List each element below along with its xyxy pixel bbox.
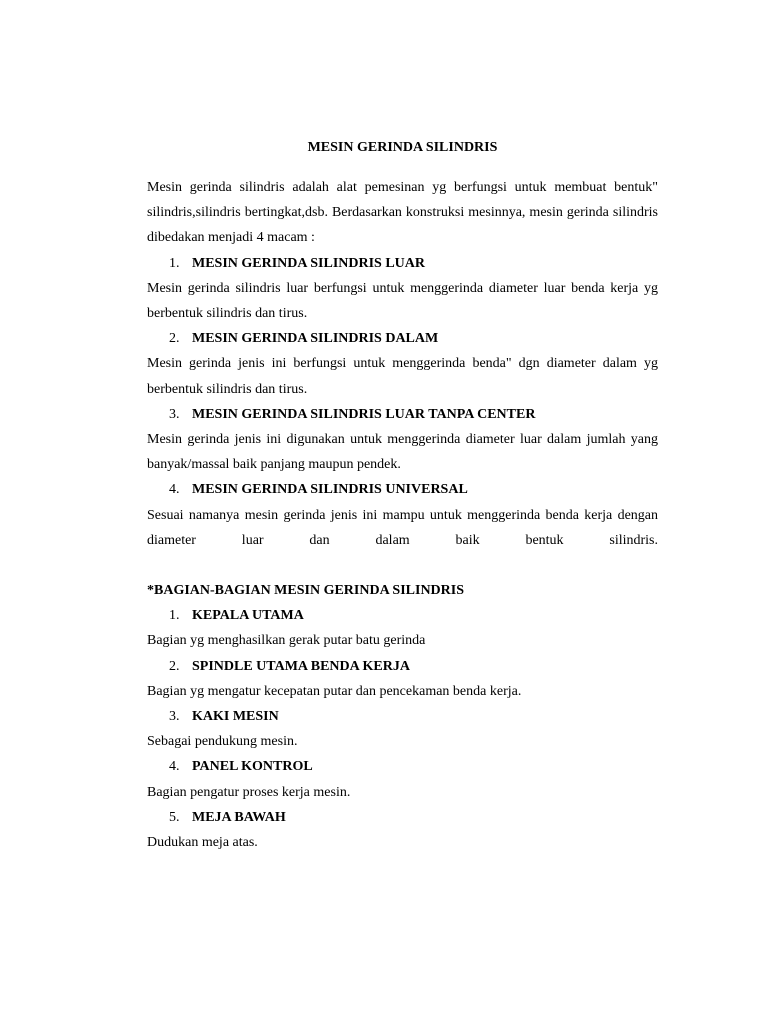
- list-number: 1.: [169, 608, 180, 624]
- part-heading-text: SPINDLE UTAMA BENDA KERJA: [192, 658, 410, 674]
- part-description-2: Bagian yg mengatur kecepatan putar dan pencekaman benda kerja.: [147, 683, 522, 699]
- type-description-1: Mesin gerinda silindris luar berfungsi untuk menggerinda diameter luar benda kerja yg berbentuk silindris dan tirus.: [147, 280, 658, 322]
- type-heading-1: [147, 251, 658, 276]
- list-number: 3.: [169, 709, 180, 725]
- list-number: 2.: [169, 331, 180, 347]
- part-heading-4: [147, 754, 658, 779]
- type-heading-2: [147, 326, 658, 351]
- section-spacer: [147, 553, 658, 578]
- type-description-4: Sesuai namanya mesin gerinda jenis ini mampu untuk menggerinda benda kerja dengan diameter luar dan dalam baik bentuk silindris.: [147, 507, 658, 548]
- part-description-3: Sebagai pendukung mesin.: [147, 734, 298, 750]
- part-heading-2: [147, 654, 658, 679]
- document-content: [147, 135, 658, 855]
- type-heading-text: MESIN GERINDA SILINDRIS LUAR TANPA CENTER: [192, 406, 536, 422]
- type-heading-3: [147, 402, 658, 427]
- list-number: 3.: [169, 406, 180, 422]
- intro-paragraph: Mesin gerinda silindris adalah alat pemesinan yg berfungsi untuk membuat bentuk" silindris,silindris bertingkat,dsb. Berdasarkan konstruksi mesinnya, mesin gerinda silindris dibedakan menjadi 4 macam :: [147, 180, 658, 246]
- document-title: MESIN GERINDA SILINDRIS: [307, 140, 498, 155]
- part-description-5: Dudukan meja atas.: [147, 835, 258, 851]
- part-heading-text: PANEL KONTROL: [192, 759, 313, 775]
- part-heading-3: [147, 704, 658, 729]
- part-description-1: Bagian yg menghasilkan gerak putar batu gerinda: [147, 633, 426, 649]
- type-description-3: Mesin gerinda jenis ini digunakan untuk menggerinda diameter luar dalam jumlah yang banyak/massal baik panjang maupun pendek.: [147, 432, 658, 473]
- part-heading-text: KEPALA UTAMA: [192, 608, 304, 624]
- parts-section-heading: *BAGIAN-BAGIAN MESIN GERINDA SILINDRIS: [147, 583, 465, 599]
- type-heading-text: MESIN GERINDA SILINDRIS UNIVERSAL: [192, 482, 468, 498]
- list-number: 4.: [169, 759, 180, 775]
- list-number: 2.: [169, 658, 180, 674]
- type-description-2: Mesin gerinda jenis ini berfungsi untuk menggerinda benda" dgn diameter dalam yg berbentuk silindris dan tirus.: [147, 356, 658, 397]
- part-heading-text: KAKI MESIN: [192, 709, 279, 725]
- type-heading-text: MESIN GERINDA SILINDRIS DALAM: [192, 331, 439, 347]
- type-heading-text: MESIN GERINDA SILINDRIS LUAR: [192, 255, 425, 271]
- list-number: 5.: [169, 809, 180, 825]
- type-heading-4: [147, 477, 658, 502]
- part-description-4: Bagian pengatur proses kerja mesin.: [147, 784, 351, 800]
- list-number: 4.: [169, 482, 180, 498]
- part-heading-text: MEJA BAWAH: [192, 809, 286, 825]
- part-heading-5: [147, 805, 658, 830]
- list-number: 1.: [169, 255, 180, 271]
- part-heading-1: [147, 603, 658, 628]
